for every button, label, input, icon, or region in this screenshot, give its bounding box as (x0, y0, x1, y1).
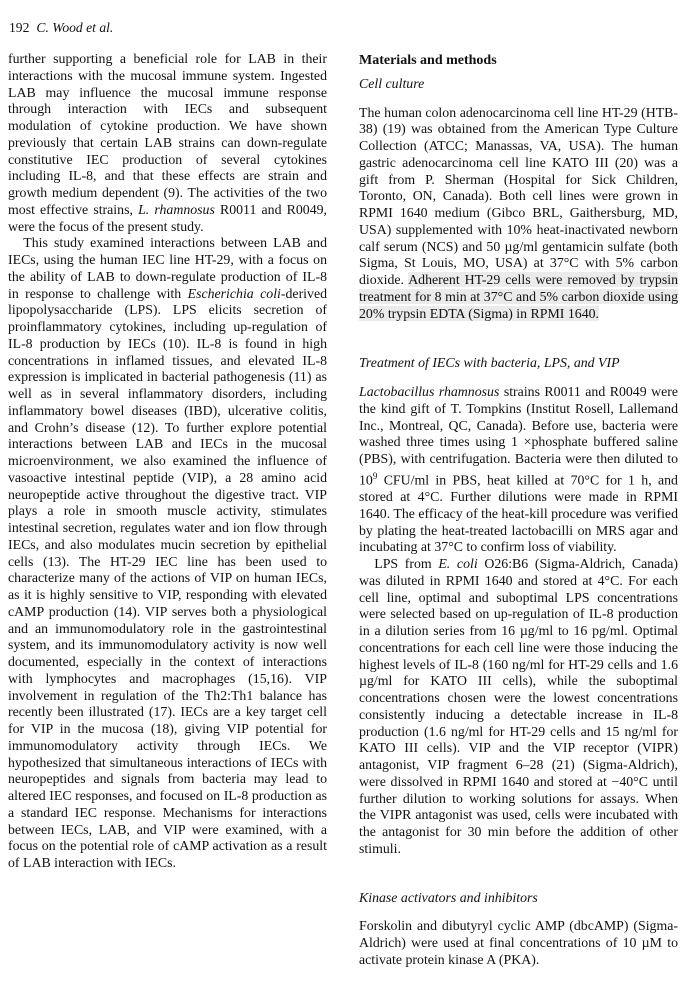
running-header (9, 20, 113, 36)
kinase-paragraph: Forskolin and dibutyryl cyclic AMP (dbcAMP) (Sigma-Aldrich) were used at final concentrations of 10 µM to activate protein kinase A (PKA). (359, 918, 678, 967)
species-name: L. rhamnosus (138, 201, 215, 217)
section-heading-methods: Materials and methods (359, 53, 497, 68)
left-column (8, 51, 327, 872)
intro-paragraph-2: This study examined interactions between LAB and IECs, using the human IEC line HT-29, with a focus on the ability of LAB to down-regulate production of IL-8 in response to challenge with Escherichia coli-derived lipopolysaccharide (LPS). LPS elicits secretion of proinflammatory cytokines, including up-regulation of IL-8 production by IECs (10). IL-8 is found in high concentrations in inflamed tissues, and elevated IL-8 expression is implicated in bacterial pathogenesis (11) as well as in several inflammatory disorders, including inflammatory bowel diseases (IBD), ulcerative colitis, and Crohn’s disease (12). To further explore potential interactions between LAB and IECs in the mucosal microenvironment, we also examined the influence of vasoactive intestinal peptide (VIP), a 28 amino acid neuropeptide active throughout the digestive tract. VIP plays a role in smooth muscle activity, stimulates intestinal secretion, regulates water and ion flow through IECs, and also modulates mucin secretion by epithelial cells (13). The HT-29 IEC line has been used to characterize many of the actions of VIP on human IECs, as it is highly sensitive to VIP, responding with elevated cAMP production (14). VIP serves both a physiological and an immunomodulatory role in the gastrointestinal system, and its immunomodulatory activity is now well documented, especially in the context of interactions with lymphocytes and macrophages (15,16). VIP involvement in regulation of the Th2:Th1 balance has recently been illustrated (17). IECs are a key target cell for VIP in the mucosa (18), giving VIP potential for immunomodulatory activity through IECs. We hypothesized that simultaneous interactions of IECs with neuropeptides and signals from bacteria may lead to altered IEC responses, and focused on IL-8 production as a standard IEC response. Mechanisms for interactions between IECs, LAB, and VIP were examined, with a focus on the potential role of cAMP activation as a result of LAB interaction with IECs. (8, 235, 328, 870)
species-name: E. coli (438, 556, 478, 572)
cell-culture-paragraph: The human colon adenocarcinoma cell line HT-29 (HTB-38) (19) was obtained from the American Type Culture Collection (ATCC; Manassas, VA, USA). The human gastric adenocarcinoma cell line KATO III (20) was a gift from P. Sherman (Hospital for Sick Children, Toronto, ON, Canada). Both cell lines were grown in RPMI 1640 medium (Gibco BRL, Gaithersburg, MD, USA) supplemented with 10% heat-inactivated newborn calf serum (NCS) and 50 µg/ml gentamicin sulfate (both Sigma, St Louis, MO, USA) at 37°C with 5% carbon dioxide. Adherent HT-29 cells were removed by trypsin treatment for 8 min at 37°C and 5% carbon dioxide using 20% trypsin EDTA (Sigma) in RPMI 1640. (359, 104, 678, 321)
intro-paragraph-continued: further supporting a beneficial role for LAB in their interactions with the mucosal immune system. Ingested LAB may influence the mucosal immune response through interaction with IECs and subsequent modulation of cytokine production. We have shown previously that certain LAB strains can down-regulate constitutive IEC production of several cytokines including IL-8, and that these effects are strain and growth medium dependent (9). The activities of the two most effective strains, L. rhamnosus R0011 and R0049, were the focus of the present study. (8, 51, 327, 234)
subheading-treatment: Treatment of IECs with bacteria, LPS, and VIP (359, 355, 620, 371)
lps-paragraph: LPS from E. coli O26:B6 (Sigma-Aldrich, Canada) was diluted in RPMI 1640 and stored at 4°C. For each cell line, optimal and suboptimal LPS concentrations were selected based on up-regulation of IL-8 production in a dilution series from 16 µg/ml to 16 pg/ml. Optimal concentrations for each cell line were those inducing the highest levels of IL-8 (160 ng/ml for HT-29 cells and 1.6 µg/ml for KATO III cells), while the suboptimal concentrations chosen were the lowest concentrations consistently inducing a detectable increase in IL-8 production (1.6 ng/ml for HT-29 cells and 15 ng/ml for KATO III cells). VIP and the VIP receptor (VIPR) antagonist, VIP fragment 6–28 (21) (Sigma-Aldrich), were dissolved in RPMI 1640 and stored at −40°C until further dilution to working solutions for assays. When the VIPR antagonist was used, cells were incubated with the antagonist for 30 min before the addition of other stimuli. (359, 556, 678, 856)
species-name: Escherichia coli (187, 285, 281, 301)
subheading-cell-culture: Cell culture (359, 75, 425, 91)
highlighted-text: Adherent HT-29 cells were removed by trypsin treatment for 8 min at 37°C and 5% carbon dioxide using 20% trypsin EDTA (Sigma) in RPMI 1640. (359, 272, 678, 321)
page-number: 192 (9, 20, 30, 35)
species-name: Lactobacillus rhamnosus (359, 384, 500, 399)
running-title: C. Wood et al. (36, 20, 114, 35)
right-column (359, 51, 678, 969)
treatment-paragraph: Lactobacillus rhamnosus strains R0011 and R0049 were the kind gift of T. Tompkins (Institut Rosell, Lallemand Inc., Montreal, QC, Canada). Before use, bacteria were washed three times using 1 ×phosphate buffered saline (PBS), with centrifugation. Bacteria were then diluted to $10^9$ CFU/ml in PBS, heat killed at 70°C for 1 h, and stored at 4°C. Further dilutions were made in RPMI 1640. The efficacy of the heat-kill procedure was verified by plating the heat-treated lactobacilli on MRS agar and incubating at 37°C to confirm loss of viability. (359, 384, 679, 555)
subheading-kinase: Kinase activators and inhibitors (359, 889, 538, 905)
